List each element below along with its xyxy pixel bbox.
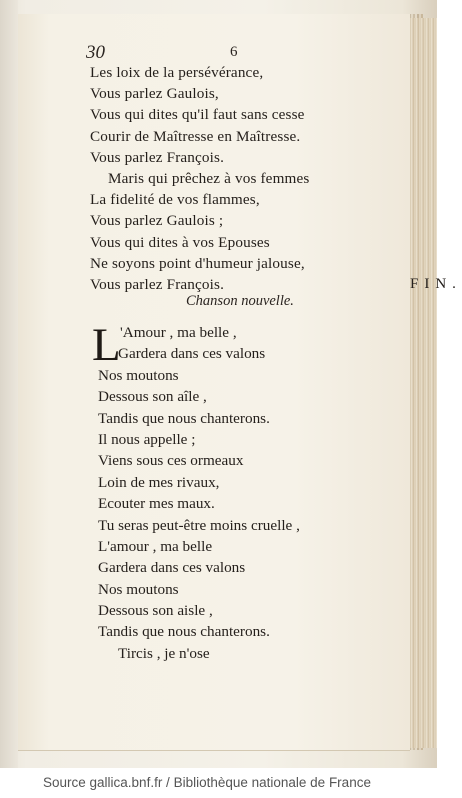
song-line: Tu seras peut-être moins cruelle , [98, 516, 300, 534]
song-line: Viens sous ces ormeaux [98, 452, 244, 470]
song-line: Loin de mes rivaux, [98, 473, 220, 491]
source-credit: Source gallica.bnf.fr / Bibliothèque nationale de France [43, 775, 371, 790]
song-line: Gardera dans ces valons [98, 559, 246, 577]
song-line: Ecouter mes maux. [98, 495, 215, 513]
song-line: Nos moutons [98, 366, 179, 384]
verse-line: Les loix de la persévérance, [90, 64, 264, 81]
song-line: Tircis , je n'ose [118, 644, 210, 662]
page-number: 30 [86, 42, 105, 63]
verse-line: Ne soyons point d'humeur jalouse, [90, 254, 305, 272]
song-line: 'Amour , ma belle , [120, 324, 237, 341]
verse-line: Vous parlez Gaulois ; [90, 212, 224, 230]
song-line: L'amour , ma belle [98, 537, 213, 555]
verse-line-last [90, 274, 462, 295]
verse-line: La fidelité de vos flammes, [90, 191, 260, 209]
song-line: Tandis que nous chanterons. [98, 409, 270, 427]
page-edges [410, 18, 437, 748]
verse-line: Vous parlez François. [90, 275, 225, 293]
drop-cap: L [92, 319, 121, 371]
verse-line: Vous qui dites qu'il faut sans cesse [90, 106, 305, 124]
page-header [0, 42, 437, 64]
verse-line: Vous qui dites à vos Epouses [90, 233, 270, 251]
verse-line: Vous parlez Gaulois, [90, 85, 219, 103]
verse-block [90, 62, 462, 295]
song-line: Gardera dans ces valons [118, 345, 266, 363]
fin-marker: FIN. [410, 275, 462, 292]
signature-mark: 6 [230, 44, 238, 60]
song-line: Tandis que nous chanterons. [98, 623, 270, 641]
song-block [92, 319, 402, 664]
verse-line: Vous parlez François. [90, 148, 225, 166]
verse-line: Courir de Maîtresse en Maîtresse. [90, 127, 301, 145]
song-line: Il nous appelle ; [98, 430, 196, 448]
song-line: Dessous son aisle , [98, 602, 213, 620]
left-margin [0, 0, 18, 768]
song-title: Chanson nouvelle. [186, 293, 294, 309]
song-line: Dessous son aîle , [98, 388, 207, 406]
verse-line: Maris qui prêchez à vos femmes [108, 169, 310, 187]
song-line: Nos moutons [98, 580, 179, 598]
